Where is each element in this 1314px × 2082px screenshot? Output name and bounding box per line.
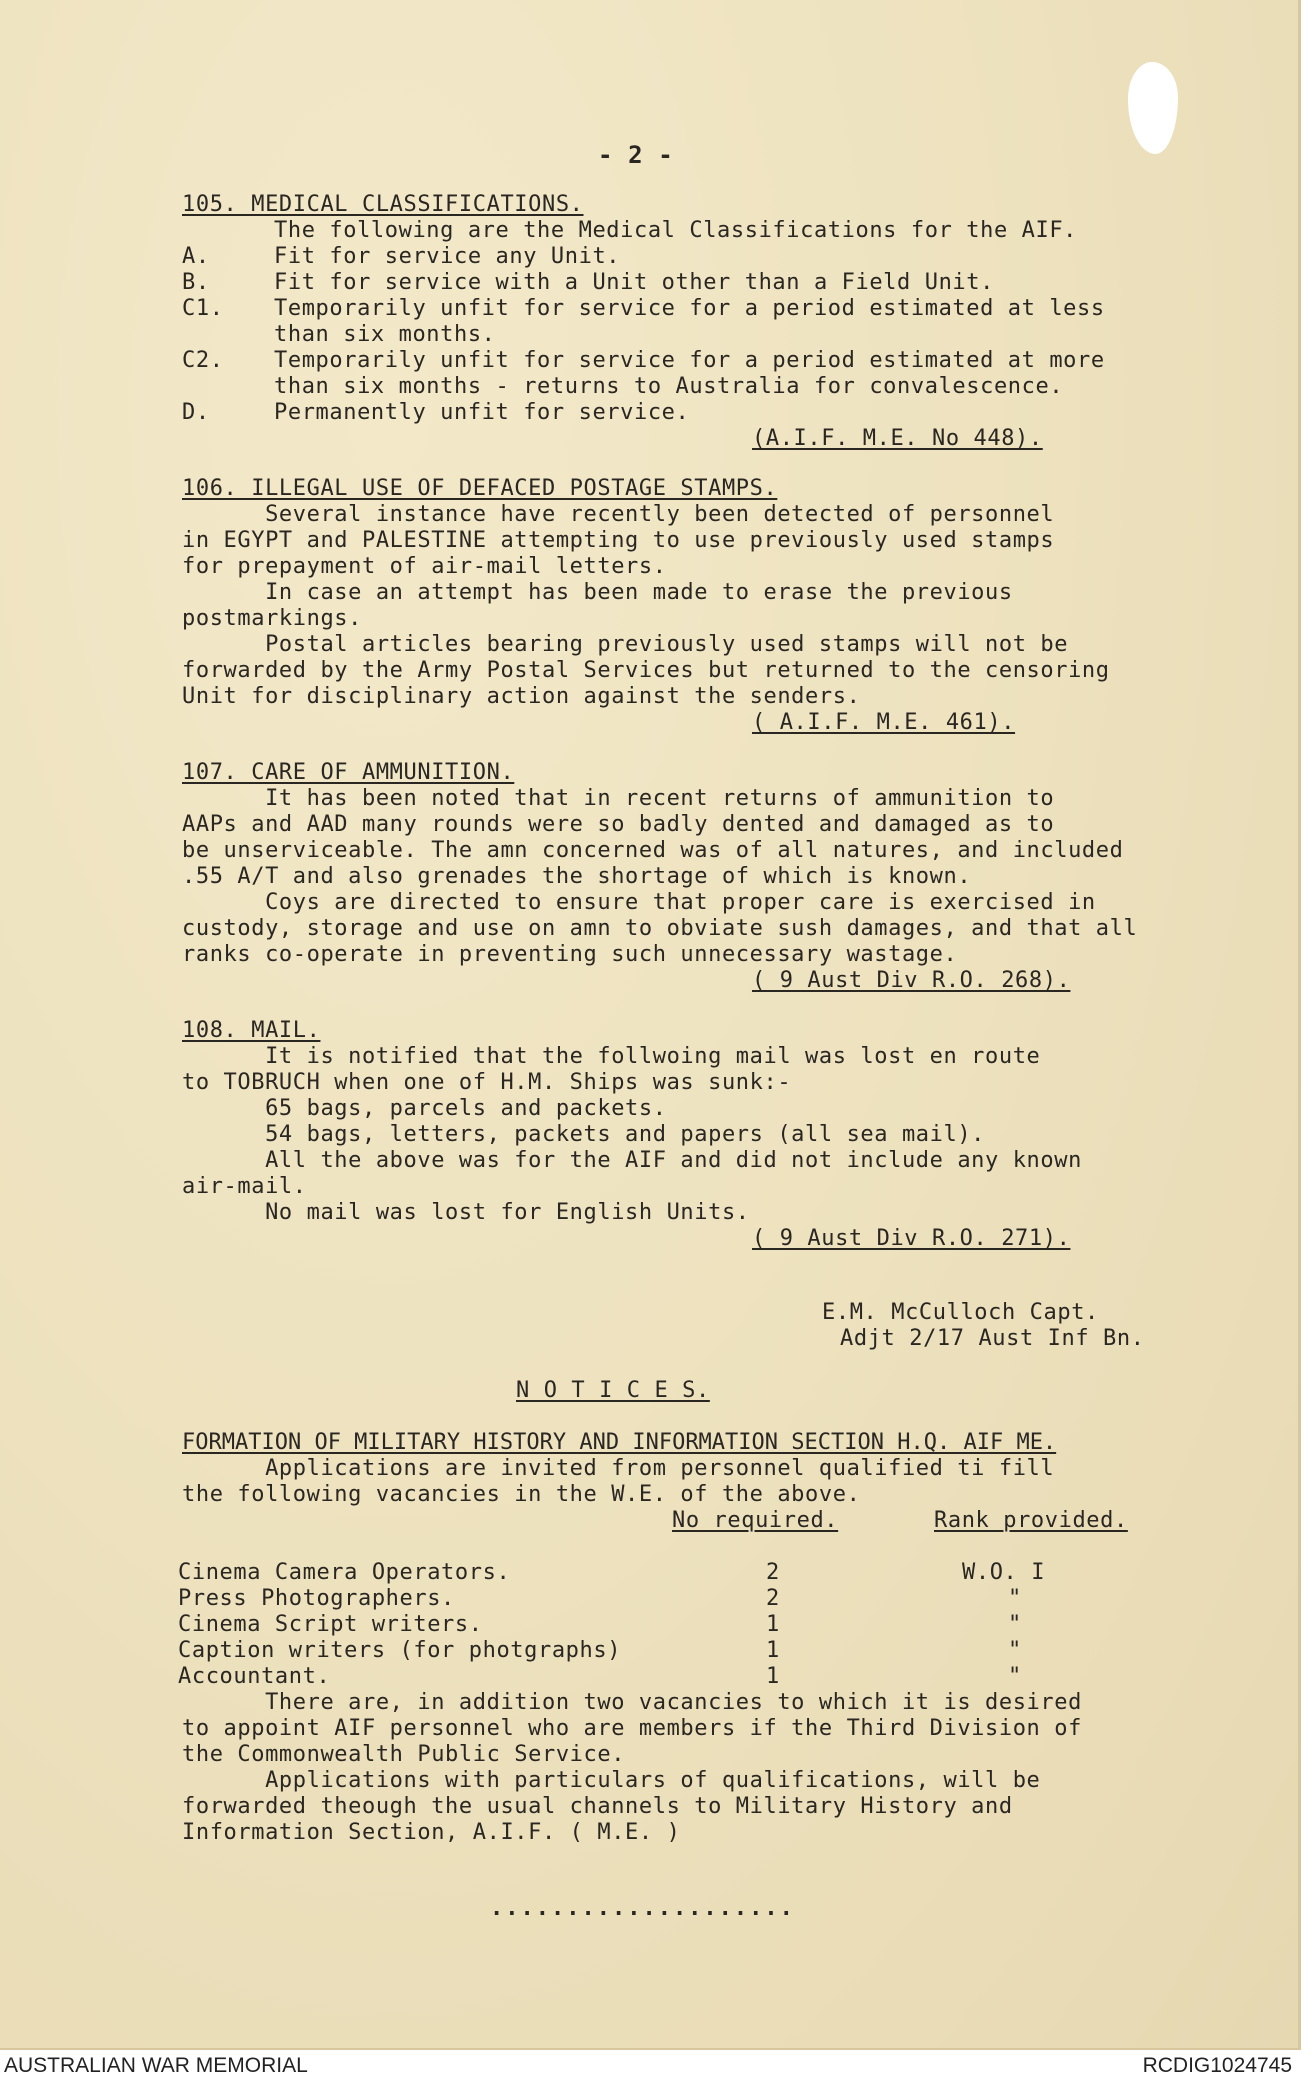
rank-cell: W.O. I	[962, 1560, 1046, 1585]
para-line: Several instance have recently been detected of personnel	[182, 502, 1055, 527]
para-line: in EGYPT and PALESTINE attempting to use previously used stamps	[182, 528, 1055, 553]
ref-107: ( 9 Aust Div R.O. 268).	[752, 968, 1071, 993]
footer-archive-name: AUSTRALIAN WAR MEMORIAL	[4, 2054, 308, 2077]
heading-108: 108. MAIL.	[182, 1018, 321, 1043]
para-line: custody, storage and use on amn to obviate sush damages, and that all	[182, 916, 1138, 941]
rank-cell: "	[1008, 1638, 1022, 1663]
page-number: - 2 -	[598, 141, 674, 169]
para-line: Postal articles bearing previously used stamps will not be	[182, 632, 1069, 657]
para-line: to TOBRUCH when one of H.M. Ships was sunk:-	[182, 1070, 792, 1095]
para-line: 54 bags, letters, packets and papers (all sea mail).	[182, 1122, 986, 1147]
col-required-header: No required.	[672, 1508, 839, 1533]
class-text: than six months - returns to Australia for convalescence.	[274, 374, 1064, 399]
num-cell: 2	[766, 1560, 780, 1585]
notices-intro: Applications are invited from personnel qualified ti fill	[182, 1456, 1055, 1481]
para-line: All the above was for the AIF and did not include any known	[182, 1148, 1082, 1173]
para-line: 65 bags, parcels and packets.	[182, 1096, 667, 1121]
closing-line: the Commonwealth Public Service.	[182, 1742, 626, 1767]
role-cell: Press Photographers.	[178, 1586, 455, 1611]
ref-108: ( 9 Aust Div R.O. 271).	[752, 1226, 1071, 1251]
para-line: be unserviceable. The amn concerned was of all natures, and included	[182, 838, 1124, 863]
num-cell: 2	[766, 1586, 780, 1611]
para-line: Unit for disciplinary action against the senders.	[182, 684, 861, 709]
closing-line: Information Section, A.I.F. ( M.E. )	[182, 1820, 681, 1845]
para-line: .55 A/T and also grenades the shortage of which is known.	[182, 864, 972, 889]
closing-line: to appoint AIF personnel who are members if the Third Division of	[182, 1716, 1082, 1741]
closing-line: There are, in addition two vacancies to which it is desired	[182, 1690, 1082, 1715]
intro-105: The following are the Medical Classifications for the AIF.	[274, 218, 1078, 243]
class-text: Permanently unfit for service.	[274, 400, 690, 425]
para-line: No mail was lost for English Units.	[182, 1200, 750, 1225]
para-line: for prepayment of air-mail letters.	[182, 554, 667, 579]
closing-line: Applications with particulars of qualifications, will be	[182, 1768, 1041, 1793]
para-line: It is notified that the follwoing mail was lost en route	[182, 1044, 1041, 1069]
para-line: postmarkings.	[182, 606, 362, 631]
role-cell: Cinema Camera Operators.	[178, 1560, 511, 1585]
para-line: Coys are directed to ensure that proper care is exercised in	[182, 890, 1096, 915]
end-dots: ....................	[490, 1896, 795, 1921]
para-line: forwarded by the Army Postal Services but returned to the censoring	[182, 658, 1110, 683]
ref-105: (A.I.F. M.E. No 448).	[752, 426, 1043, 451]
heading-106: 106. ILLEGAL USE OF DEFACED POSTAGE STAMPS.	[182, 476, 778, 501]
class-text: Temporarily unfit for service for a period estimated at more	[274, 348, 1105, 373]
class-code: C1.	[182, 296, 224, 321]
class-code: A.	[182, 244, 210, 269]
num-cell: 1	[766, 1638, 780, 1663]
num-cell: 1	[766, 1664, 780, 1689]
class-code: C2.	[182, 348, 224, 373]
para-line: ranks co-operate in preventing such unnecessary wastage.	[182, 942, 958, 967]
col-rank-header: Rank provided.	[934, 1508, 1128, 1533]
para-line: It has been noted that in recent returns of ammunition to	[182, 786, 1055, 811]
rank-cell: "	[1008, 1612, 1022, 1637]
class-code: B.	[182, 270, 210, 295]
class-code: D.	[182, 400, 210, 425]
heading-107: 107. CARE OF AMMUNITION.	[182, 760, 515, 785]
class-text: Fit for service any Unit.	[274, 244, 621, 269]
notices-intro: the following vacancies in the W.E. of the above.	[182, 1482, 861, 1507]
role-cell: Cinema Script writers.	[178, 1612, 483, 1637]
role-cell: Caption writers (for photgraphs)	[178, 1638, 622, 1663]
heading-105: 105. MEDICAL CLASSIFICATIONS.	[182, 192, 584, 217]
footer-record-id: RCDIG1024745	[1142, 2054, 1292, 2077]
para-line: AAPs and AAD many rounds were so badly dented and damaged as to	[182, 812, 1055, 837]
rank-cell: "	[1008, 1586, 1022, 1611]
role-cell: Accountant.	[178, 1664, 331, 1689]
para-line: air-mail.	[182, 1174, 307, 1199]
closing-line: forwarded theough the usual channels to Military History and	[182, 1794, 1013, 1819]
para-line: In case an attempt has been made to erase the previous	[182, 580, 1013, 605]
class-text: than six months.	[274, 322, 496, 347]
signature-title: Adjt 2/17 Aust Inf Bn.	[840, 1326, 1145, 1351]
torn-hole	[1128, 62, 1178, 154]
rank-cell: "	[1008, 1664, 1022, 1689]
notices-heading: FORMATION OF MILITARY HISTORY AND INFORMATION SECTION H.Q. AIF ME.	[182, 1430, 1057, 1455]
num-cell: 1	[766, 1612, 780, 1637]
signature-name: E.M. McCulloch Capt.	[822, 1300, 1099, 1325]
ref-106: ( A.I.F. M.E. 461).	[752, 710, 1016, 735]
class-text: Temporarily unfit for service for a period estimated at less	[274, 296, 1105, 321]
class-text: Fit for service with a Unit other than a Field Unit.	[274, 270, 994, 295]
notices-title: N O T I C E S.	[516, 1378, 710, 1403]
